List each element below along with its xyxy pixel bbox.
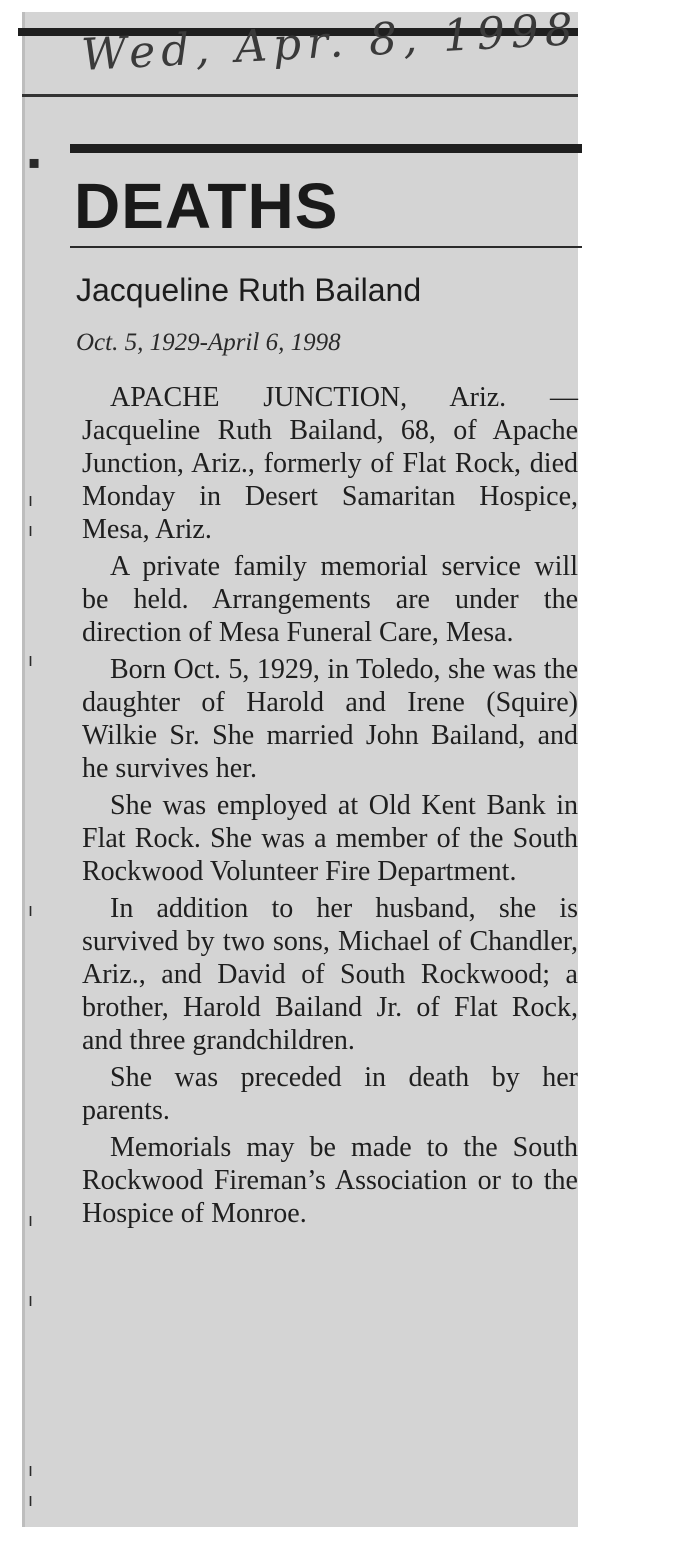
section-title: DEATHS [74, 170, 339, 242]
paragraph: She was preceded in death by her parents. [82, 1062, 578, 1126]
date-underline-rule [22, 94, 578, 97]
section-rule [70, 144, 582, 153]
paragraph: In addition to her husband, she is survived by two sons, Michael of Chandler, Ariz., and David of South Rockwood; a brother, Harold Bailand Jr. of Flat Rock, and three grandchildren. [82, 893, 578, 1056]
paragraph: Memorials may be made to the South Rockwood Fireman’s Association or to the Hospice of Monroe. [82, 1132, 578, 1229]
obituary-name: Jacqueline Ruth Bailand [76, 272, 422, 308]
paragraph: A private family memorial service will be held. Arrangements are under the direction of Mesa Funeral Care, Mesa. [82, 551, 578, 648]
margin-artifacts: ▪ ı ı ı ı ı ı ı ı [28, 152, 41, 1511]
paragraph: Born Oct. 5, 1929, in Toledo, she was the daughter of Harold and Irene (Squire) Wilkie Sr. She married John Bailand, and he survives her. [82, 654, 578, 784]
obituary-body [82, 381, 578, 1234]
paragraph: APACHE JUNCTION, Ariz. — Jacqueline Ruth Bailand, 68, of Apache Junction, Ariz., formerly of Flat Rock, died Monday in Desert Samaritan Hospice, Mesa, Ariz. [82, 382, 578, 545]
paragraph: She was employed at Old Kent Bank in Flat Rock. She was a member of the South Rockwood Volunteer Fire Department. [82, 790, 578, 887]
handwritten-date: Wed, Apr. 8, 1998 [80, 3, 581, 81]
section-divider [70, 246, 582, 248]
life-dates: Oct. 5, 1929-April 6, 1998 [76, 329, 341, 356]
